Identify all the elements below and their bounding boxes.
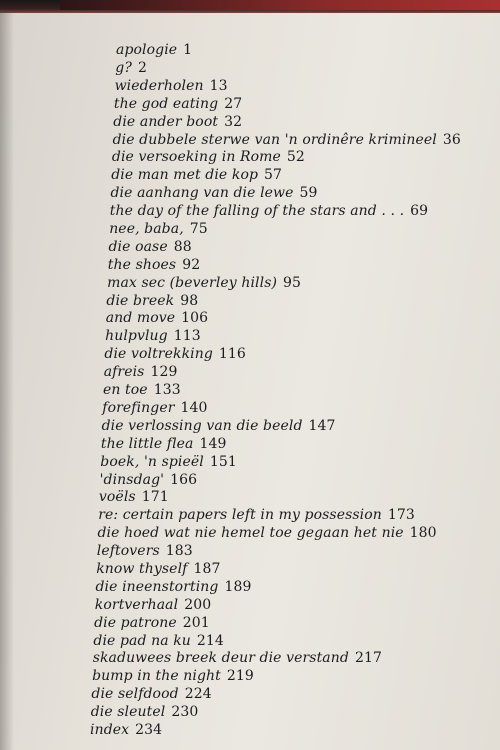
toc-entry-page: 129	[150, 364, 178, 381]
toc-entry-page: 234	[135, 722, 163, 738]
toc-entry	[90, 722, 162, 738]
toc-entry-page: 217	[354, 650, 382, 667]
toc-entry	[110, 203, 428, 219]
toc-entry-page: 13	[209, 77, 228, 94]
toc-entry-title: die ander boot	[113, 113, 219, 130]
toc-entry-title: skaduwees breek deur die verstand	[92, 650, 349, 667]
toc-entry	[109, 239, 192, 255]
toc-entry-title: en toe	[103, 382, 148, 398]
toc-entry	[111, 185, 318, 201]
toc-entry-title: die dubbele sterwe van 'n ordinêre krimineel	[112, 131, 437, 148]
toc-entry-page: 147	[308, 417, 336, 434]
toc-entry-page: 140	[180, 399, 208, 416]
toc-entry-page: 98	[180, 292, 199, 309]
toc-entry-page: 2	[137, 59, 147, 76]
toc-entry-page: 57	[264, 167, 283, 184]
toc-entry	[98, 507, 415, 523]
toc-entry	[100, 454, 237, 470]
toc-entry-page: 88	[173, 238, 192, 255]
toc-entry	[115, 78, 228, 94]
toc-entry	[115, 60, 147, 76]
toc-entry-title: the god eating	[113, 95, 219, 112]
toc-entry	[102, 400, 207, 416]
toc-entry-title: voëls	[98, 489, 136, 506]
toc-entry-page: 230	[171, 704, 199, 721]
toc-entry	[97, 543, 193, 559]
toc-entry-title: boek, 'n spieël	[100, 453, 204, 470]
toc-entry	[96, 561, 220, 577]
toc-entry	[102, 418, 336, 434]
toc-entry-page: 59	[299, 185, 318, 202]
toc-entry-page: 189	[224, 578, 252, 595]
toc-entry	[104, 364, 178, 380]
toc-entry-title: die verlossing van die beeld	[101, 417, 303, 434]
toc-entry-page: 75	[189, 220, 208, 237]
toc-entry	[104, 346, 246, 362]
toc-entry-page: 200	[184, 596, 212, 613]
toc-entry-title: die selfdood	[91, 686, 179, 703]
toc-entry-page: 36	[442, 131, 461, 148]
toc-entry	[111, 167, 282, 183]
toc-entry	[107, 275, 301, 291]
toc-entry-page: 1	[183, 42, 193, 58]
toc-entry	[109, 221, 208, 237]
toc-entry-title: leftovers	[96, 543, 160, 560]
toc-entry-page: 224	[184, 686, 212, 703]
toc-entry-title: die oase	[108, 238, 168, 255]
toc-entry-page: 32	[224, 113, 243, 130]
toc-entry-page: 151	[209, 453, 237, 470]
toc-entry-page: 214	[196, 632, 224, 649]
toc-entry-title: die ineenstorting	[95, 578, 219, 595]
toc-entry-page: 187	[193, 560, 221, 577]
toc-entry-title: die patrone	[94, 614, 177, 631]
toc-entry-page: 27	[224, 95, 243, 112]
toc-entry-title: bump in the night	[92, 668, 221, 685]
toc-entry-title: max sec (beverley hills)	[107, 274, 278, 291]
toc-entry-title: the shoes	[107, 256, 177, 273]
toc-entry-page: 92	[182, 256, 201, 273]
toc-entry-title: nee, baba,	[109, 220, 184, 237]
toc-entry-title: 'dinsdag'	[99, 471, 165, 488]
toc-entry	[91, 686, 211, 702]
toc-entry	[93, 633, 224, 649]
toc-entry-title: die sleutel	[90, 704, 166, 721]
toc-entry-title: and move	[105, 310, 176, 327]
toc-entry-page: 171	[141, 489, 169, 506]
toc-entry	[93, 650, 382, 666]
toc-entry	[114, 96, 242, 112]
toc-entry-page: 183	[165, 543, 193, 560]
toc-entry	[106, 293, 198, 309]
toc-entry-title: apologie	[116, 42, 178, 58]
toc-entry	[113, 114, 242, 130]
toc-entry	[103, 382, 181, 398]
toc-entry-title: the day of the falling of the stars and . . .	[109, 203, 405, 220]
toc-entry-page: 133	[153, 382, 181, 398]
toc-entry-page: 113	[173, 328, 201, 345]
toc-entry-title: kortverhaal	[94, 596, 179, 613]
toc-entry-page: 201	[182, 614, 210, 631]
toc-entry-page: 116	[218, 346, 246, 363]
toc-entry-title: die versoeking in Rome	[111, 149, 281, 166]
toc-entry-title: afreis	[103, 364, 145, 381]
toc-entry-page: 166	[170, 471, 198, 488]
toc-entry-title: forefinger	[102, 399, 175, 416]
toc-entry	[106, 310, 209, 326]
toc-entry-title: die voltrekking	[104, 346, 213, 363]
toc-entry-title: die aanhang van die lewe	[110, 185, 294, 202]
toc-entry-page: 173	[387, 507, 415, 524]
toc-entry	[91, 704, 199, 720]
toc-entry-page: 106	[181, 310, 209, 327]
toc-entry	[100, 472, 198, 488]
toc-entry	[94, 615, 210, 631]
toc-entry	[95, 597, 211, 613]
toc-entry-title: re: certain papers left in my possession	[98, 507, 382, 524]
toc-entry-page: 95	[283, 274, 302, 291]
toc-entry	[92, 668, 254, 684]
toc-entry-page: 180	[409, 525, 437, 542]
toc-entry	[108, 257, 200, 273]
toc-entry-title: die pad na ku	[93, 632, 191, 649]
toc-entry-title: index	[90, 722, 130, 738]
toc-entry-title: hulpvlug	[105, 328, 168, 345]
toc-entry-title: the little flea	[100, 435, 194, 452]
toc-entry-title: die man met die kop	[111, 167, 259, 184]
toc-entry-title: know thyself	[96, 560, 188, 577]
toc-entry	[113, 132, 461, 148]
toc-entry	[112, 149, 305, 165]
toc-entry-page: 69	[410, 203, 429, 220]
toc-entry	[96, 579, 252, 595]
toc-entry-page: 149	[199, 435, 227, 452]
toc-entry-title: die breek	[106, 292, 175, 309]
toc-entry-page: 219	[226, 668, 254, 685]
toc-entry	[98, 525, 437, 541]
toc-entry	[99, 489, 169, 505]
toc-entry	[116, 42, 192, 58]
toc-entry-title: die hoed wat nie hemel toe gegaan het nie	[97, 525, 404, 542]
toc-entry	[105, 328, 201, 344]
toc-entry-title: g?	[115, 59, 132, 76]
toc-entry-title: wiederholen	[114, 77, 204, 94]
toc-entry-page: 52	[286, 149, 305, 166]
toc-entry	[101, 436, 227, 452]
